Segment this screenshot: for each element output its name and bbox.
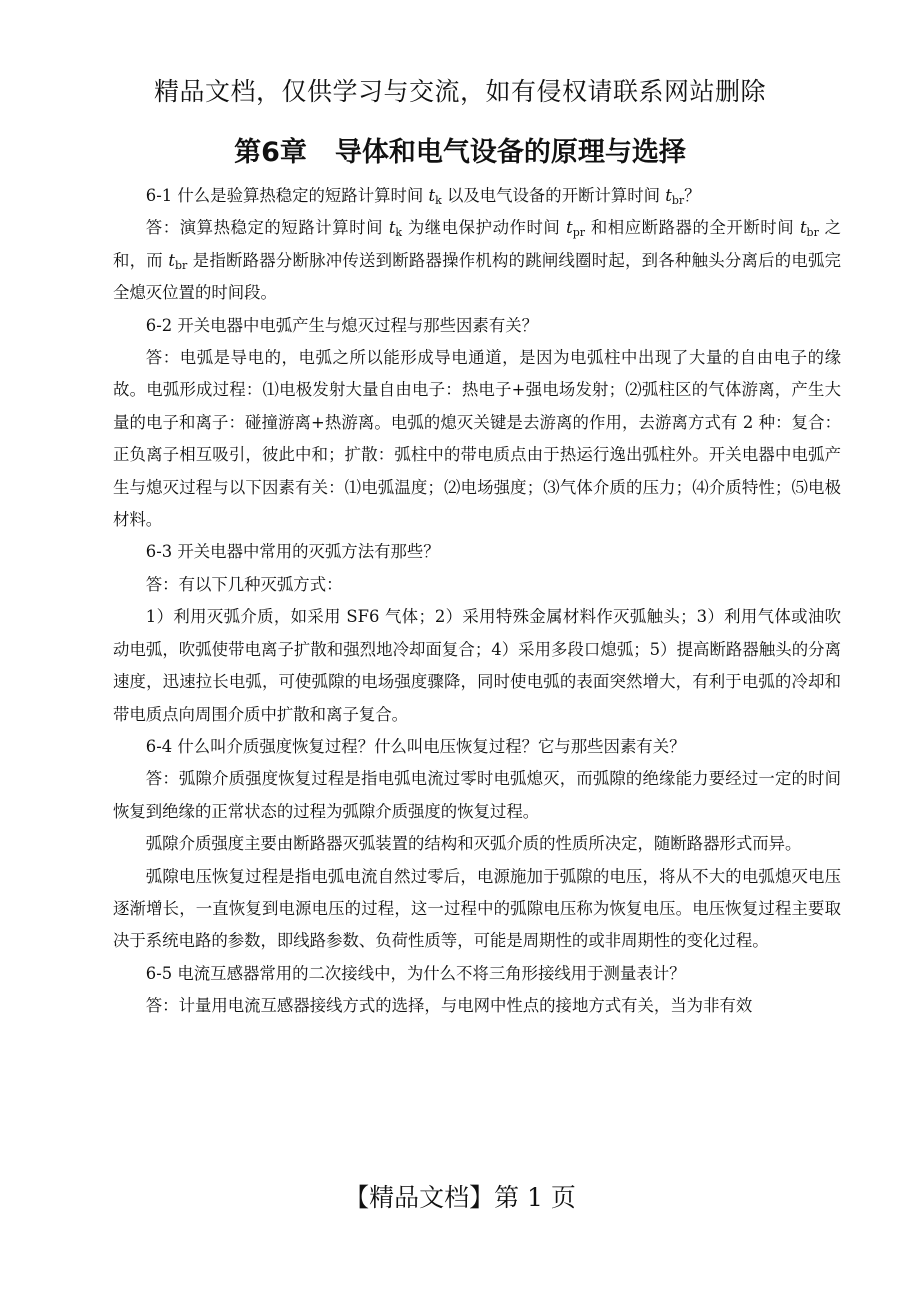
answer-6-4-p2: 弧隙介质强度主要由断路器灭弧装置的结构和灭弧介质的性质所决定，随断路器形式而异。: [145, 834, 802, 854]
chapter-number: 第6章: [234, 137, 307, 168]
answer-6-5: 答：计量用电流互感器接线方式的选择，与电网中性点的接地方式有关，当为非有效: [145, 996, 753, 1016]
a1-var-tbr2: t: [168, 250, 175, 270]
q1-sub-k: k: [435, 194, 442, 207]
a1-sub-br2: br: [174, 258, 188, 272]
watermark-header: 精品文档，仅供学习与交流，如有侵权请联系网站删除: [153, 77, 766, 106]
answer-6-4-p3: 弧隙电压恢复过程是指电弧电流自然过零后，电源施加于弧隙的电压，将从不大的电弧熄灭电压逐渐增长，一直恢复到电源电压的过程，这一过程中的弧隙电压称为恢复电压。电压恢复过程主要取决于系统电路的参数，即线路参数、负荷性质等，可能是周期性的或非周期性的变化过程。: [113, 866, 841, 951]
answer-6-1: [113, 212, 841, 309]
a1-sub-k: k: [395, 226, 403, 240]
q1-text-a: 6-1 什么是验算热稳定的短路计算时间: [145, 186, 429, 205]
a1-text-e: 是指断路器分断脉冲传送到断路器操作机构的跳闸线圈时起，到各种触头分离后的电弧完全熄灭位置的时间段。: [113, 250, 841, 303]
page-footer: 【精品文档】第 1 页: [344, 1183, 576, 1212]
answer-6-3-list: 1）利用灭弧介质，如采用 SF6 气体；2）采用特殊金属材料作灭弧触头；3）利用气体或油吹动电弧，吹弧使带电离子扩散和强烈地冷却面复合；4）采用多段口熄弧；5）提高断路器触头的分离速度，迅速拉长电弧，可使弧隙的电场强度骤降，同时使电弧的表面突然增大，有利于电弧的冷却和带电质点向周围介质中扩散和离子复合。: [113, 607, 841, 724]
question-6-4: 6-4 什么叫介质强度恢复过程？什么叫电压恢复过程？它与那些因素有关？: [145, 736, 686, 756]
question-6-3: 6-3 开关电器中常用的灭弧方法有那些？: [145, 542, 440, 562]
q1-sub-br: br: [671, 194, 685, 207]
question-6-5: 6-5 电流互感器常用的二次接线中，为什么不将三角形接线用于测量表计？: [145, 963, 686, 983]
a1-sub-br1: br: [806, 226, 819, 240]
question-6-1: [113, 180, 841, 212]
chapter-title: [0, 130, 920, 169]
answer-6-4-p1: 答：弧隙介质强度恢复过程是指电弧电流过零时电弧熄灭，而弧隙的绝缘能力要经过一定的时间恢复到绝缘的正常状态的过程为弧隙介质强度的恢复过程。: [113, 769, 841, 821]
a1-var-tpr: t: [566, 218, 573, 238]
a1-text-d: 之和，而: [113, 218, 842, 270]
question-6-2: 6-2 开关电器中电弧产生与熄灭过程与那些因素有关？: [145, 315, 538, 335]
q1-text-c: ？: [684, 186, 701, 205]
a1-var-tbr1: t: [799, 218, 807, 238]
a1-text-a: 答：演算热稳定的短路计算时间: [145, 218, 389, 238]
a1-text-b: 为继电保护动作时间: [402, 218, 567, 238]
a1-text-c: 和相应断路器的全开断时间: [585, 218, 800, 238]
a1-var-tk: t: [388, 218, 396, 238]
a1-sub-pr: pr: [572, 226, 586, 240]
q1-var-tk: t: [428, 186, 436, 205]
chapter-name: 导体和电气设备的原理与选择: [334, 137, 686, 168]
q1-var-tbr: t: [665, 186, 672, 205]
answer-6-2: 答：电弧是导电的，电弧之所以能形成导电通道，是因为电弧柱中出现了大量的自由电子的缘故。电弧形成过程：⑴电极发射大量自由电子：热电子+强电场发射；⑵弧柱区的气体游离，产生大量的电子和离子：碰撞游离+热游离。电弧的熄灭关键是去游离的作用，去游离方式有 2 种：复合：正负离子相互吸引，彼此中和；扩散：弧柱中的带电质点由于热运行逸出弧柱外。开关电器中电弧产生与熄灭过程与以下因素有关：⑴电弧温度；⑵电场强度；⑶气体介质的压力；⑷介质特性；⑸电极材料。: [113, 348, 841, 530]
q1-text-b: 以及电气设备的开断计算时间: [441, 186, 666, 205]
document-body: [113, 180, 841, 1023]
answer-6-3-intro: 答：有以下几种灭弧方式：: [145, 574, 343, 594]
